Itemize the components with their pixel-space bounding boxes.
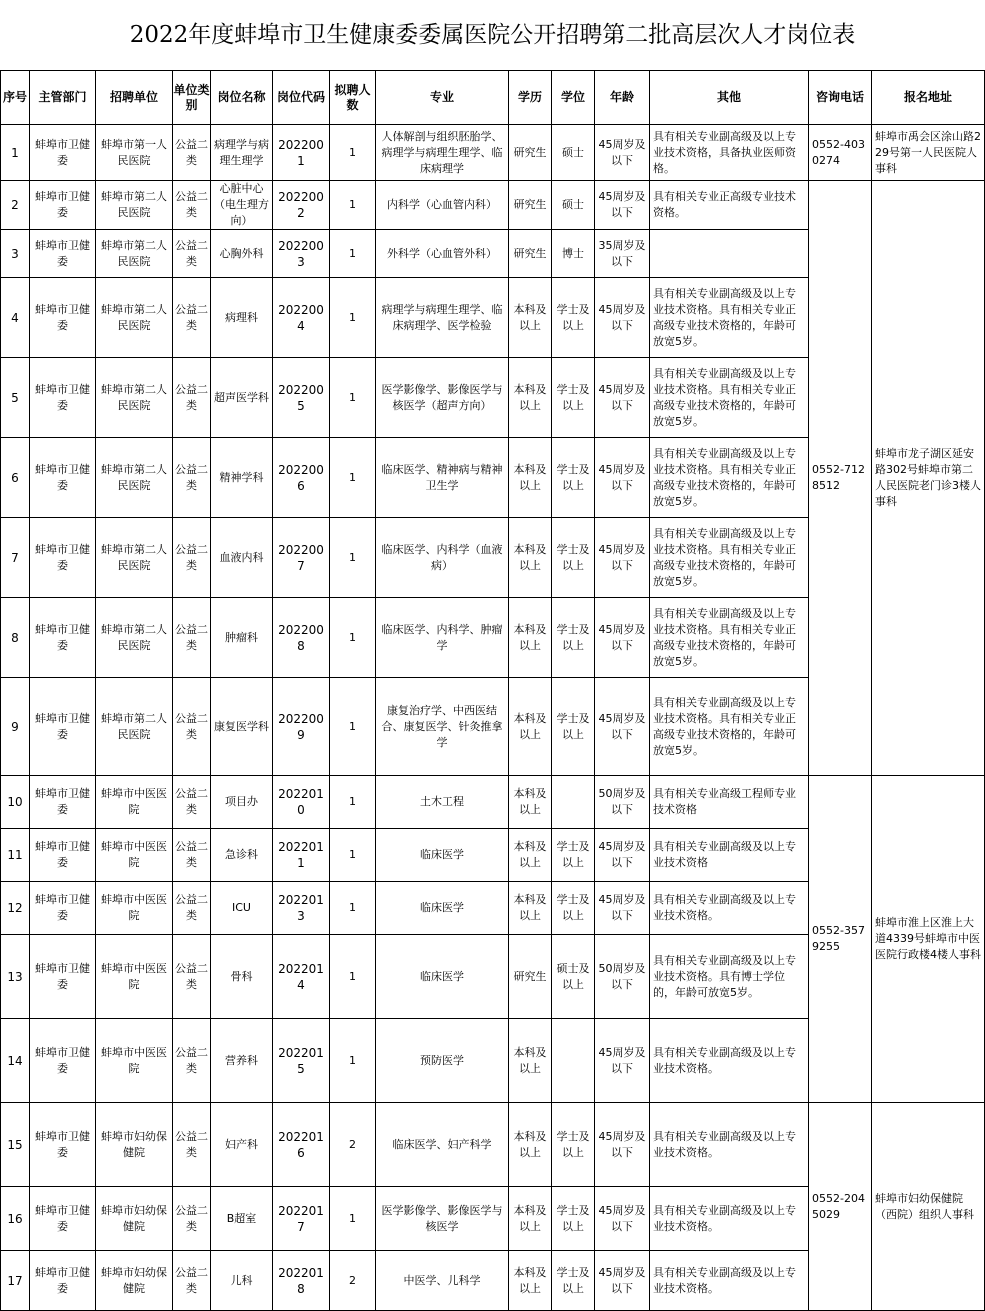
cell-count: 1	[330, 278, 376, 358]
cell-count: 1	[330, 518, 376, 598]
cell-post: 项目办	[211, 776, 273, 829]
cell-unit: 蚌埠市第一人民医院	[96, 125, 173, 181]
cell-other: 具有相关专业副高级及以上专业技术资格。具有相关专业正高级专业技术资格的，年龄可放宽5岁。	[650, 678, 809, 776]
cell-post: 心脏中心（电生理方向）	[211, 181, 273, 230]
cell-count: 1	[330, 1187, 376, 1251]
cell-dept: 蚌埠市卫健委	[30, 230, 96, 278]
cell-age: 50周岁及以下	[595, 776, 650, 829]
cell-age: 35周岁及以下	[595, 230, 650, 278]
cell-major: 临床医学、内科学、肿瘤学	[376, 598, 509, 678]
cell-addr: 蚌埠市淮上区淮上大道4339号蚌埠市中医医院行政楼4楼人事科	[872, 776, 985, 1103]
cell-age: 45周岁及以下	[595, 125, 650, 181]
cell-dept: 蚌埠市卫健委	[30, 1019, 96, 1103]
cell-type: 公益二类	[173, 829, 211, 882]
cell-degree: 学士及以上	[552, 518, 595, 598]
header-phone: 咨询电话	[809, 71, 872, 125]
cell-degree: 学士及以上	[552, 278, 595, 358]
cell-type: 公益二类	[173, 678, 211, 776]
cell-other: 具有相关专业副高级及以上专业技术资格。	[650, 1019, 809, 1103]
cell-degree: 学士及以上	[552, 1251, 595, 1311]
cell-unit: 蚌埠市第二人民医院	[96, 518, 173, 598]
cell-type: 公益二类	[173, 438, 211, 518]
cell-unit: 蚌埠市妇幼保健院	[96, 1103, 173, 1187]
cell-edu: 本科及以上	[509, 882, 552, 935]
cell-degree	[552, 1019, 595, 1103]
header-dept: 主管部门	[30, 71, 96, 125]
cell-edu: 研究生	[509, 230, 552, 278]
cell-no: 6	[1, 438, 30, 518]
cell-age: 45周岁及以下	[595, 829, 650, 882]
cell-type: 公益二类	[173, 598, 211, 678]
cell-edu: 本科及以上	[509, 598, 552, 678]
cell-other: 具有相关专业副高级及以上专业技术资格。具有博士学位的，年龄可放宽5岁。	[650, 935, 809, 1019]
cell-other: 具有相关专业副高级及以上专业技术资格。具有相关专业正高级专业技术资格的，年龄可放宽5岁。	[650, 438, 809, 518]
cell-type: 公益二类	[173, 278, 211, 358]
cell-major: 临床医学	[376, 935, 509, 1019]
cell-post: 肿瘤科	[211, 598, 273, 678]
cell-major: 康复治疗学、中西医结合、康复医学、针灸推拿学	[376, 678, 509, 776]
cell-unit: 蚌埠市妇幼保健院	[96, 1251, 173, 1311]
cell-code: 2022006	[273, 438, 330, 518]
header-no: 序号	[1, 71, 30, 125]
cell-no: 2	[1, 181, 30, 230]
header-edu: 学历	[509, 71, 552, 125]
table-row	[1, 776, 985, 829]
header-degree: 学位	[552, 71, 595, 125]
cell-no: 13	[1, 935, 30, 1019]
cell-other: 具有相关专业副高级及以上专业技术资格。	[650, 1187, 809, 1251]
cell-count: 1	[330, 598, 376, 678]
cell-other: 具有相关专业高级工程师专业技术资格	[650, 776, 809, 829]
cell-count: 1	[330, 1019, 376, 1103]
header-type: 单位类别	[173, 71, 211, 125]
cell-degree: 硕士	[552, 181, 595, 230]
cell-edu: 本科及以上	[509, 1103, 552, 1187]
cell-age: 50周岁及以下	[595, 935, 650, 1019]
cell-other: 具有相关专业副高级及以上专业技术资格。具有相关专业正高级专业技术资格的，年龄可放宽5岁。	[650, 278, 809, 358]
cell-count: 1	[330, 125, 376, 181]
cell-major: 人体解剖与组织胚胎学、病理学与病理生理学、临床病理学	[376, 125, 509, 181]
cell-unit: 蚌埠市妇幼保健院	[96, 1187, 173, 1251]
positions-table	[0, 70, 985, 1311]
cell-post: 骨科	[211, 935, 273, 1019]
cell-post: 妇产科	[211, 1103, 273, 1187]
cell-dept: 蚌埠市卫健委	[30, 181, 96, 230]
table-row	[1, 125, 985, 181]
cell-edu: 本科及以上	[509, 278, 552, 358]
cell-count: 1	[330, 181, 376, 230]
cell-edu: 本科及以上	[509, 1251, 552, 1311]
cell-code: 2022011	[273, 829, 330, 882]
cell-code: 2022007	[273, 518, 330, 598]
cell-degree: 学士及以上	[552, 1103, 595, 1187]
cell-edu: 本科及以上	[509, 1187, 552, 1251]
cell-unit: 蚌埠市第二人民医院	[96, 358, 173, 438]
cell-type: 公益二类	[173, 1019, 211, 1103]
cell-unit: 蚌埠市第二人民医院	[96, 230, 173, 278]
cell-type: 公益二类	[173, 882, 211, 935]
cell-post: 超声医学科	[211, 358, 273, 438]
cell-major: 医学影像学、影像医学与核医学（超声方向）	[376, 358, 509, 438]
cell-age: 45周岁及以下	[595, 1019, 650, 1103]
cell-unit: 蚌埠市中医医院	[96, 882, 173, 935]
cell-dept: 蚌埠市卫健委	[30, 358, 96, 438]
cell-count: 2	[330, 1103, 376, 1187]
cell-code: 2022001	[273, 125, 330, 181]
cell-type: 公益二类	[173, 358, 211, 438]
cell-degree: 学士及以上	[552, 882, 595, 935]
cell-dept: 蚌埠市卫健委	[30, 1187, 96, 1251]
cell-code: 2022017	[273, 1187, 330, 1251]
cell-unit: 蚌埠市中医医院	[96, 776, 173, 829]
cell-age: 45周岁及以下	[595, 438, 650, 518]
cell-code: 2022014	[273, 935, 330, 1019]
cell-phone: 0552-4030274	[809, 125, 872, 181]
cell-type: 公益二类	[173, 230, 211, 278]
cell-age: 45周岁及以下	[595, 358, 650, 438]
cell-code: 2022013	[273, 882, 330, 935]
cell-dept: 蚌埠市卫健委	[30, 935, 96, 1019]
cell-addr: 蚌埠市龙子湖区延安路302号蚌埠市第二人民医院老门诊3楼人事科	[872, 181, 985, 776]
cell-age: 45周岁及以下	[595, 1187, 650, 1251]
cell-edu: 研究生	[509, 181, 552, 230]
cell-dept: 蚌埠市卫健委	[30, 882, 96, 935]
cell-major: 预防医学	[376, 1019, 509, 1103]
cell-unit: 蚌埠市第二人民医院	[96, 181, 173, 230]
cell-other: 具有相关专业副高级及以上专业技术资格。具有相关专业正高级专业技术资格的，年龄可放宽5岁。	[650, 518, 809, 598]
cell-unit: 蚌埠市第二人民医院	[96, 278, 173, 358]
cell-other: 具有相关专业副高级及以上专业技术资格，具备执业医师资格。	[650, 125, 809, 181]
cell-major: 临床医学、精神病与精神卫生学	[376, 438, 509, 518]
page-title: 2022年度蚌埠市卫生健康委委属医院公开招聘第二批高层次人才岗位表	[129, 22, 856, 48]
cell-type: 公益二类	[173, 1187, 211, 1251]
table-row	[1, 1103, 985, 1187]
cell-post: B超室	[211, 1187, 273, 1251]
cell-major: 土木工程	[376, 776, 509, 829]
cell-edu: 本科及以上	[509, 829, 552, 882]
cell-degree: 学士及以上	[552, 598, 595, 678]
cell-major: 临床医学、内科学（血液病）	[376, 518, 509, 598]
cell-code: 2022015	[273, 1019, 330, 1103]
cell-edu: 研究生	[509, 935, 552, 1019]
header-unit: 招聘单位	[96, 71, 173, 125]
cell-count: 2	[330, 1251, 376, 1311]
cell-dept: 蚌埠市卫健委	[30, 125, 96, 181]
cell-edu: 研究生	[509, 125, 552, 181]
cell-age: 45周岁及以下	[595, 518, 650, 598]
cell-other: 具有相关专业副高级及以上专业技术资格。	[650, 1251, 809, 1311]
cell-major: 外科学（心血管外科）	[376, 230, 509, 278]
cell-code: 2022002	[273, 181, 330, 230]
cell-no: 17	[1, 1251, 30, 1311]
cell-no: 3	[1, 230, 30, 278]
cell-unit: 蚌埠市中医医院	[96, 1019, 173, 1103]
cell-edu: 本科及以上	[509, 678, 552, 776]
header-code: 岗位代码	[273, 71, 330, 125]
cell-major: 医学影像学、影像医学与核医学	[376, 1187, 509, 1251]
cell-degree: 学士及以上	[552, 678, 595, 776]
cell-code: 2022009	[273, 678, 330, 776]
cell-code: 2022003	[273, 230, 330, 278]
cell-edu: 本科及以上	[509, 518, 552, 598]
cell-no: 14	[1, 1019, 30, 1103]
header-other: 其他	[650, 71, 809, 125]
cell-edu: 本科及以上	[509, 1019, 552, 1103]
cell-age: 45周岁及以下	[595, 278, 650, 358]
cell-degree: 学士及以上	[552, 358, 595, 438]
cell-dept: 蚌埠市卫健委	[30, 518, 96, 598]
cell-edu: 本科及以上	[509, 358, 552, 438]
cell-other: 具有相关专业副高级及以上专业技术资格	[650, 829, 809, 882]
cell-code: 2022005	[273, 358, 330, 438]
table-row	[1, 181, 985, 230]
cell-degree: 博士	[552, 230, 595, 278]
cell-count: 1	[330, 358, 376, 438]
cell-count: 1	[330, 935, 376, 1019]
cell-dept: 蚌埠市卫健委	[30, 1103, 96, 1187]
cell-major: 临床医学	[376, 829, 509, 882]
cell-no: 12	[1, 882, 30, 935]
cell-post: 病理学与病理生理学	[211, 125, 273, 181]
cell-age: 45周岁及以下	[595, 678, 650, 776]
cell-no: 5	[1, 358, 30, 438]
cell-edu: 本科及以上	[509, 438, 552, 518]
cell-degree	[552, 776, 595, 829]
header-row	[1, 71, 985, 125]
cell-count: 1	[330, 882, 376, 935]
cell-type: 公益二类	[173, 125, 211, 181]
cell-degree: 硕士	[552, 125, 595, 181]
cell-age: 45周岁及以下	[595, 181, 650, 230]
cell-type: 公益二类	[173, 518, 211, 598]
cell-no: 11	[1, 829, 30, 882]
cell-type: 公益二类	[173, 181, 211, 230]
cell-count: 1	[330, 678, 376, 776]
cell-type: 公益二类	[173, 935, 211, 1019]
cell-degree: 学士及以上	[552, 829, 595, 882]
cell-count: 1	[330, 230, 376, 278]
cell-no: 10	[1, 776, 30, 829]
cell-age: 45周岁及以下	[595, 1251, 650, 1311]
cell-no: 1	[1, 125, 30, 181]
cell-degree: 硕士及以上	[552, 935, 595, 1019]
cell-post: 急诊科	[211, 829, 273, 882]
cell-code: 2022008	[273, 598, 330, 678]
cell-major: 临床医学	[376, 882, 509, 935]
cell-no: 9	[1, 678, 30, 776]
cell-other: 具有相关专业副高级及以上专业技术资格。	[650, 882, 809, 935]
cell-dept: 蚌埠市卫健委	[30, 678, 96, 776]
cell-dept: 蚌埠市卫健委	[30, 829, 96, 882]
cell-no: 15	[1, 1103, 30, 1187]
cell-unit: 蚌埠市第二人民医院	[96, 598, 173, 678]
cell-unit: 蚌埠市第二人民医院	[96, 438, 173, 518]
cell-dept: 蚌埠市卫健委	[30, 598, 96, 678]
cell-phone: 0552-7128512	[809, 181, 872, 776]
cell-post: 血液内科	[211, 518, 273, 598]
cell-edu: 本科及以上	[509, 776, 552, 829]
cell-age: 45周岁及以下	[595, 598, 650, 678]
cell-count: 1	[330, 438, 376, 518]
cell-dept: 蚌埠市卫健委	[30, 1251, 96, 1311]
cell-count: 1	[330, 829, 376, 882]
cell-post: 营养科	[211, 1019, 273, 1103]
cell-no: 4	[1, 278, 30, 358]
cell-type: 公益二类	[173, 1251, 211, 1311]
cell-other: 具有相关专业副高级及以上专业技术资格。	[650, 1103, 809, 1187]
cell-age: 45周岁及以下	[595, 882, 650, 935]
cell-post: 康复医学科	[211, 678, 273, 776]
cell-phone: 0552-3579255	[809, 776, 872, 1103]
cell-post: 儿科	[211, 1251, 273, 1311]
header-post: 岗位名称	[211, 71, 273, 125]
cell-no: 8	[1, 598, 30, 678]
cell-code: 2022018	[273, 1251, 330, 1311]
cell-code: 2022004	[273, 278, 330, 358]
cell-dept: 蚌埠市卫健委	[30, 278, 96, 358]
cell-other: 具有相关专业正高级专业技术资格。	[650, 181, 809, 230]
cell-addr: 蚌埠市禹会区涂山路229号第一人民医院人事科	[872, 125, 985, 181]
cell-count: 1	[330, 776, 376, 829]
cell-no: 16	[1, 1187, 30, 1251]
cell-age: 45周岁及以下	[595, 1103, 650, 1187]
header-age: 年龄	[595, 71, 650, 125]
cell-unit: 蚌埠市中医医院	[96, 829, 173, 882]
cell-type: 公益二类	[173, 1103, 211, 1187]
cell-unit: 蚌埠市第二人民医院	[96, 678, 173, 776]
cell-phone: 0552-2045029	[809, 1103, 872, 1311]
header-major: 专业	[376, 71, 509, 125]
cell-other	[650, 230, 809, 278]
cell-other: 具有相关专业副高级及以上专业技术资格。具有相关专业正高级专业技术资格的，年龄可放宽5岁。	[650, 598, 809, 678]
cell-other: 具有相关专业副高级及以上专业技术资格。具有相关专业正高级专业技术资格的，年龄可放宽5岁。	[650, 358, 809, 438]
header-count: 拟聘人数	[330, 71, 376, 125]
cell-addr: 蚌埠市妇幼保健院（西院）组织人事科	[872, 1103, 985, 1311]
cell-major: 病理学与病理生理学、临床病理学、医学检验	[376, 278, 509, 358]
cell-post: 心胸外科	[211, 230, 273, 278]
cell-unit: 蚌埠市中医医院	[96, 935, 173, 1019]
cell-dept: 蚌埠市卫健委	[30, 776, 96, 829]
cell-dept: 蚌埠市卫健委	[30, 438, 96, 518]
cell-type: 公益二类	[173, 776, 211, 829]
cell-no: 7	[1, 518, 30, 598]
cell-post: 病理科	[211, 278, 273, 358]
cell-major: 中医学、儿科学	[376, 1251, 509, 1311]
cell-degree: 学士及以上	[552, 1187, 595, 1251]
header-addr: 报名地址	[872, 71, 985, 125]
cell-code: 2022010	[273, 776, 330, 829]
cell-code: 2022016	[273, 1103, 330, 1187]
cell-degree: 学士及以上	[552, 438, 595, 518]
cell-post: 精神学科	[211, 438, 273, 518]
cell-major: 内科学（心血管内科）	[376, 181, 509, 230]
cell-major: 临床医学、妇产科学	[376, 1103, 509, 1187]
cell-post: ICU	[211, 882, 273, 935]
